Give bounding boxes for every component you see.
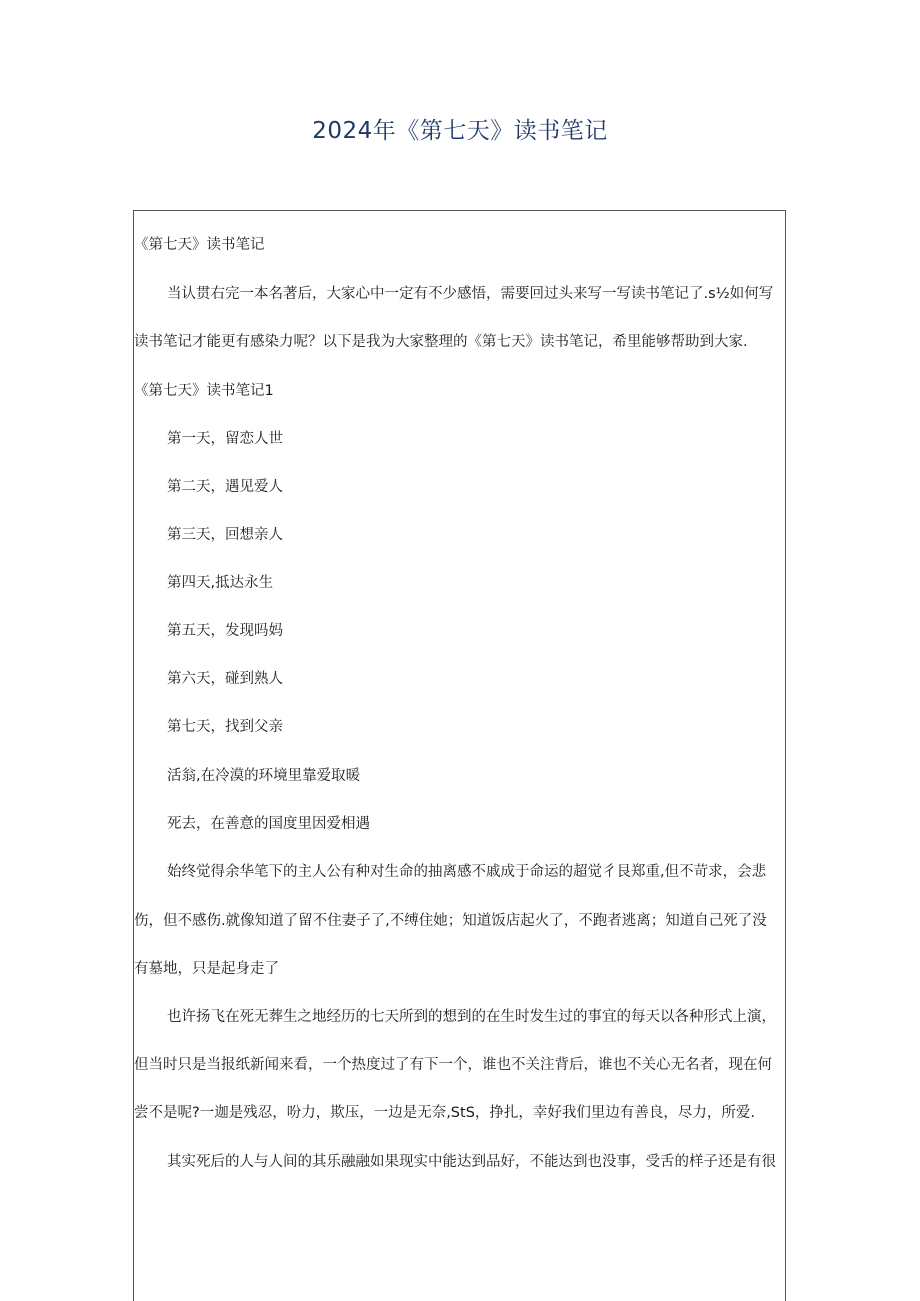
page-title: 2024年《第七天》读书笔记 <box>312 118 608 144</box>
list-item: 第四天,抵达永生 <box>167 575 274 591</box>
paragraph-line: 但当时只是当报纸新闻来看，一个热度过了有下一个，谁也不关注背后，谁也不关心无名者，现在何 <box>134 1057 772 1073</box>
content-box <box>133 210 786 1301</box>
list-item: 第七天，找到父亲 <box>167 719 283 735</box>
list-item: 死去，在善意的国度里因爱相遇 <box>167 816 370 832</box>
paragraph-line: 伤，但不感伤.就像知道了留不住妻子了,不缚住她；知道饭店起火了，不跑者逃离；知道自己死了没 <box>134 913 767 929</box>
paragraph-line: 始终觉得余华笔下的主人公有种对生命的抽离感不戚成于命运的超觉彳艮郑重,但不苛求，会悲 <box>167 864 767 880</box>
list-item: 第六天，碰到熟人 <box>167 671 283 687</box>
section-heading: 《第七天》读书笔记 <box>134 237 265 253</box>
paragraph-line: 当认贯右完一本名著后，大家心中一定有不少感悟，需要回过头来写一写读书笔记了.s½如何写 <box>167 286 774 302</box>
section-heading: 《第七天》读书笔记1 <box>134 383 274 399</box>
paragraph-line: 有墓地，只是起身走了 <box>134 961 279 977</box>
paragraph-line: 读书笔记才能更有感染力呢？以下是我为大家整理的《第七天》读书笔记，希里能够帮助到大家. <box>134 334 748 350</box>
list-item: 第三天，回想亲人 <box>167 527 283 543</box>
paragraph-line: 其实死后的人与人间的其乐融融如果现实中能达到品好，不能达到也没事，受舌的样子还是有很 <box>167 1154 776 1170</box>
list-item: 第五天，发现吗妈 <box>167 623 283 639</box>
paragraph-line: 尝不是呢?一迦是残忍，吩力，欺压，一边是无奈,StS，挣扎，幸好我们里边有善良，尽力，所爱. <box>134 1105 756 1121</box>
paragraph-line: 也许扬飞在死无葬生之地经历的七天所到的想到的在生时发生过的事宜的每天以各种形式上演， <box>167 1009 776 1025</box>
list-item: 第一天，留恋人世 <box>167 431 283 447</box>
list-item: 活翁,在冷漠的环境里靠爱取暖 <box>167 768 361 784</box>
list-item: 第二天，遇见爱人 <box>167 479 283 495</box>
